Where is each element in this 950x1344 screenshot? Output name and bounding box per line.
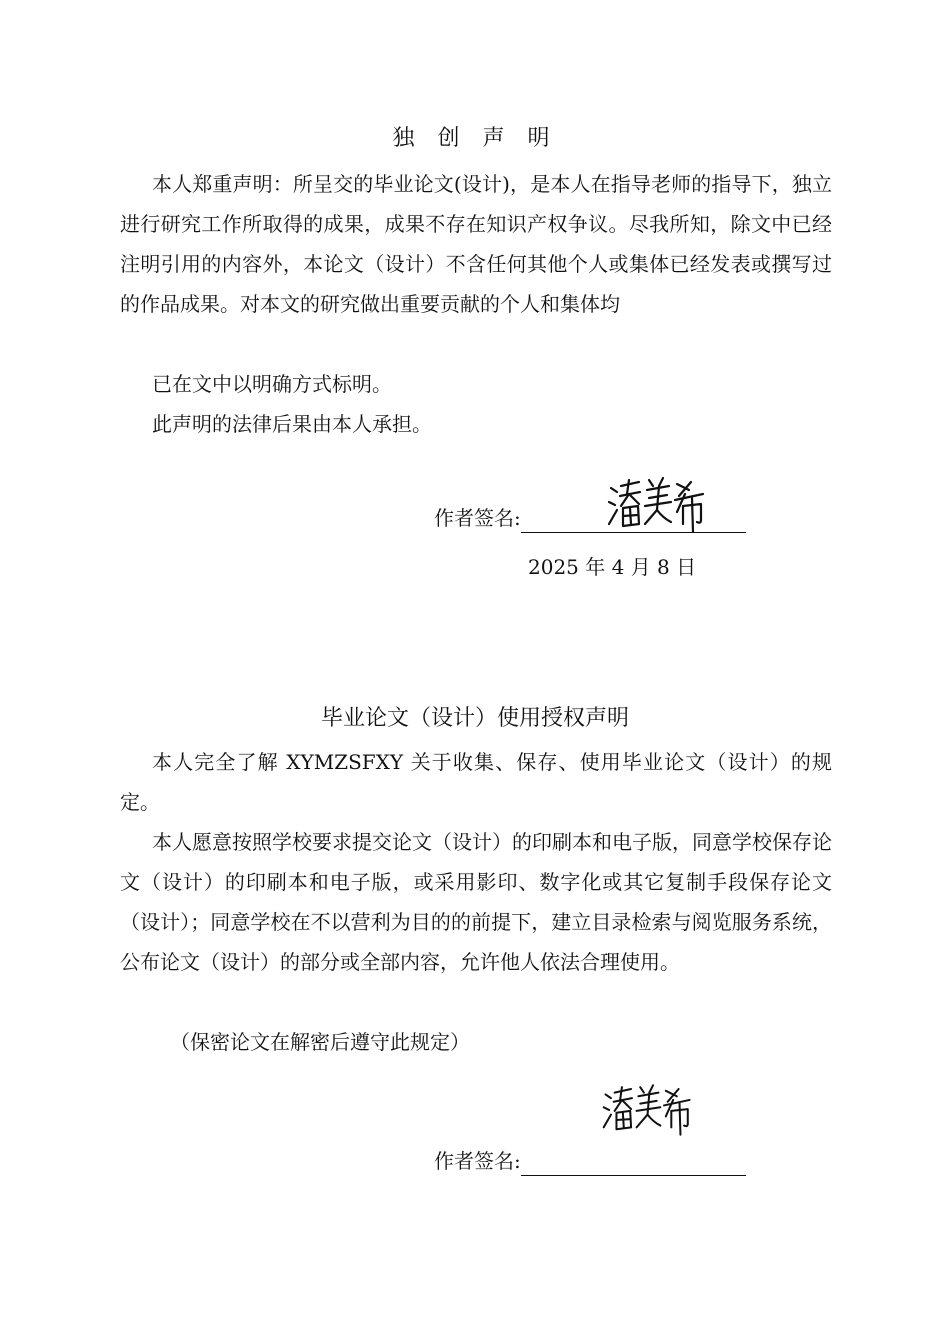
declaration-signature-line <box>434 503 746 533</box>
declaration-paragraph-3: 此声明的法律后果由本人承担。 <box>152 412 432 436</box>
authorization-signature-label: 作者签名: <box>434 1149 521 1173</box>
declaration-paragraph-2: 已在文中以明确方式标明。 <box>152 372 392 396</box>
author-signature-image-2 <box>600 1080 696 1140</box>
authorization-signature-underline <box>521 1153 746 1176</box>
declaration-title: 独 创 声 明 <box>392 126 558 151</box>
declaration-date: 2025 年 4 月 8 日 <box>528 555 697 579</box>
authorization-title: 毕业论文（设计）使用授权声明 <box>320 706 629 731</box>
declaration-signature-label: 作者签名: <box>434 506 521 530</box>
authorization-paragraph-3: （保密论文在解密后遵守此规定） <box>170 1030 470 1054</box>
authorization-paragraph-1: 本人完全了解 XYMZSFXY 关于收集、保存、使用毕业论文（设计）的规定。 <box>120 750 832 814</box>
declaration-paragraph-1: 本人郑重声明：所呈交的毕业论文(设计)，是本人在指导老师的指导下，独立进行研究工作所取得的成果，成果不存在知识产权争议。尽我所知，除文中已经注明引用的内容外，本论文（设计）不含任何其他个人或集体已经发表或撰写过的作品成果。对本文的研究做出重要贡献的个人和集体均 <box>120 172 832 316</box>
authorization-signature-line <box>434 1146 746 1176</box>
authorization-paragraph-2: 本人愿意按照学校要求提交论文（设计）的印刷本和电子版，同意学校保存论文（设计）的印刷本和电子版，或采用影印、数字化或其它复制手段保存论文（设计）；同意学校在不以营利为目的的前提下，建立目录检索与阅览服务系统，公布论文（设计）的部分或全部内容，允许他人依法合理使用。 <box>120 830 832 974</box>
declaration-signature-underline <box>521 510 746 533</box>
